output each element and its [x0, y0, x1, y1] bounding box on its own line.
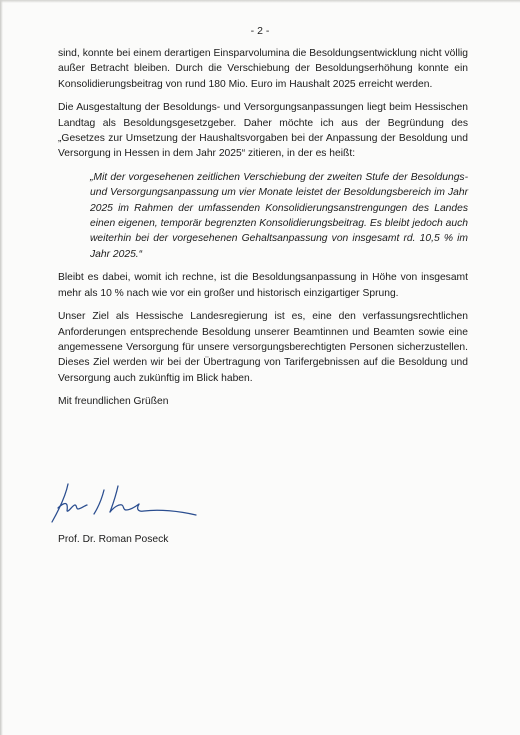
page-number: - 2 - — [250, 25, 270, 37]
handwritten-signature — [44, 478, 214, 526]
paragraph-1: sind, konnte bei einem derartigen Einsparvolumina die Besoldungsentwicklung nicht völlig außer Betracht bleiben. Durch die Verschiebung der Besoldungserhöhung konnte ein Konsolidierungsbeitrag von rund 180 Mio. Euro im Haushalt 2025 erreicht werden. — [58, 48, 468, 90]
scan-edge-left — [0, 0, 3, 735]
letter-body — [58, 46, 468, 410]
scan-edge-top — [0, 0, 520, 3]
paragraph-2: Die Ausgestaltung der Besoldungs- und Versorgungsanpassungen liegt beim Hessischen Landtag als Besoldungsgesetzgeber. Daher möchte ich aus der Begründung des „Gesetzes zur Umsetzung der Haushaltsvorgaben bei der Anpassung der Besoldung und Versorgung in Hessen in dem Jahr 2025“ zitieren, in der es heißt: — [58, 102, 468, 160]
signer-name: Prof. Dr. Roman Poseck — [58, 534, 169, 545]
paragraph-3: Bleibt es dabei, womit ich rechne, ist die Besoldungsanpassung in Höhe von insgesamt mehr als 10 % nach wie vor ein großer und historisch einzigartiger Sprung. — [58, 272, 468, 299]
paragraph-4: Unser Ziel als Hessische Landesregierung ist es, eine den verfassungsrechtlichen Anforderungen entsprechende Besoldung unserer Beamtinnen und Beamten sowie eine angemessene Versorgung für unsere versorgungsberechtigten Personen sicherzustellen. Dieses Ziel werden wir bei der Übertragung von Tarifergebnissen auf die Besoldung und Versorgung auch zukünftig im Blick haben. — [58, 311, 468, 384]
closing-salutation: Mit freundlichen Grüßen — [58, 396, 169, 408]
block-quote: „Mit der vorgesehenen zeitlichen Verschiebung der zweiten Stufe der Besoldungs- und Versorgungsanpassung um vier Monate leistet der Besoldungsbereich im Jahr 2025 im Rahmen der umfassenden Konsolidierungsanstrengungen des Landes einen eigenen, temporär begrenzten Konsolidierungsbeitrag. Es bleibt jedoch auch weiterhin bei der vorgesehenen Gehaltsanpassung von insgesamt rd. 10,5 % im Jahr 2025.“ — [90, 171, 468, 260]
